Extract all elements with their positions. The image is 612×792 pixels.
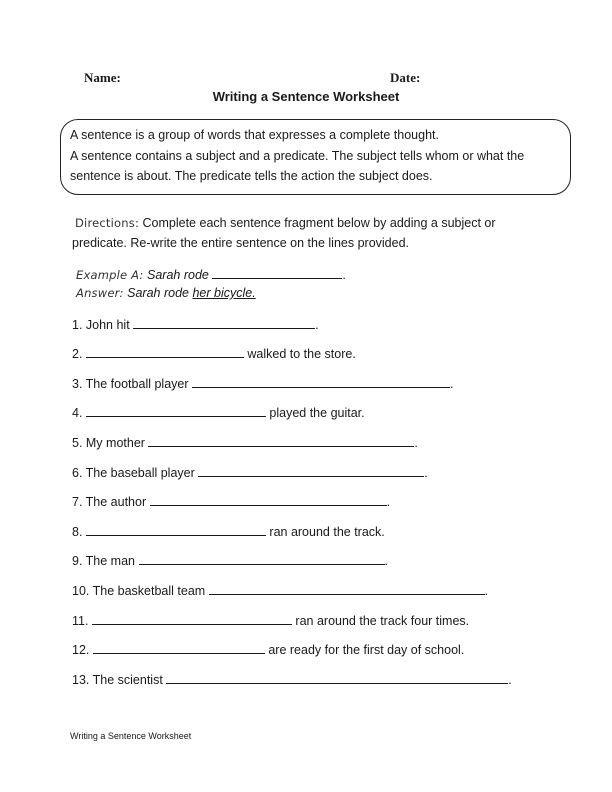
- item-6-start: 6. The baseball player: [72, 466, 195, 480]
- item-13-end: .: [508, 673, 512, 687]
- item-4-start: 4.: [72, 406, 83, 420]
- directions-line-2: predicate. Re-write the entire sentence on the lines provided.: [72, 236, 409, 250]
- item-2-start: 2.: [72, 347, 83, 361]
- item-8-start: 8.: [72, 525, 83, 539]
- item-7: [72, 493, 390, 509]
- definition-line-2: A sentence contains a subject and a predicate. The subject tells whom or what the: [70, 149, 525, 163]
- item-12: [72, 641, 464, 657]
- example-blank: [212, 266, 342, 279]
- item-11: [72, 612, 469, 628]
- answer-label: Answer:: [76, 286, 124, 300]
- answer-line: [76, 286, 256, 300]
- item-1-start: 1. John hit: [72, 318, 130, 332]
- item-8-blank[interactable]: [86, 523, 266, 536]
- item-12-end: are ready for the first day of school.: [268, 643, 465, 657]
- definition-box: [60, 119, 571, 195]
- item-9-end: .: [384, 554, 388, 568]
- directions-label: Directions:: [75, 216, 140, 230]
- item-9: [72, 552, 388, 568]
- date-label: Date:: [390, 70, 421, 85]
- item-1: [72, 316, 319, 332]
- item-13-start: 13. The scientist: [72, 673, 163, 687]
- item-6: [72, 464, 428, 480]
- page-title: Writing a Sentence Worksheet: [212, 89, 400, 104]
- item-12-start: 12.: [72, 643, 90, 657]
- definition-line-1: A sentence is a group of words that expresses a complete thought.: [70, 128, 439, 142]
- item-7-end: .: [386, 495, 391, 509]
- example-label: Example A:: [76, 268, 144, 282]
- item-9-start: 9. The man: [72, 554, 136, 568]
- item-11-end: ran around the track four times.: [295, 614, 470, 628]
- example-fragment: Sarah rode: [147, 268, 209, 282]
- item-8: [72, 523, 385, 539]
- item-1-end: .: [315, 318, 319, 332]
- definition-line-3: sentence is about. The predicate tells the action the subject does.: [70, 169, 433, 183]
- answer-prefix: Sarah rode: [127, 286, 189, 300]
- item-4-blank[interactable]: [86, 404, 266, 417]
- item-7-blank[interactable]: [150, 493, 387, 506]
- item-10-blank[interactable]: [209, 582, 485, 595]
- item-1-blank[interactable]: [133, 316, 315, 329]
- item-6-blank[interactable]: [198, 464, 424, 477]
- item-13: [72, 671, 512, 687]
- item-10-end: .: [484, 584, 489, 598]
- item-13-blank[interactable]: [166, 671, 508, 684]
- answer-completion: her bicycle.: [192, 286, 256, 300]
- item-4: [72, 404, 365, 420]
- item-2-blank[interactable]: [86, 345, 244, 358]
- item-7-start: 7. The author: [72, 495, 147, 509]
- item-4-end: played the guitar.: [269, 406, 365, 420]
- directions-text-1: Complete each sentence fragment below by adding a subject or: [142, 216, 496, 230]
- name-label: Name:: [84, 70, 121, 85]
- example-line: Example A: Sarah rode .: [76, 268, 346, 282]
- item-10: [72, 582, 488, 598]
- item-5-start: 5. My mother: [72, 436, 145, 450]
- item-11-blank[interactable]: [92, 612, 292, 625]
- footer-text: Writing a Sentence Worksheet: [70, 731, 192, 741]
- item-10-start: 10. The basketball team: [72, 584, 206, 598]
- item-3-blank[interactable]: [192, 375, 450, 388]
- item-9-blank[interactable]: [139, 552, 385, 565]
- item-2-end: walked to the store.: [247, 347, 356, 361]
- item-5-blank[interactable]: [148, 434, 414, 447]
- item-6-end: .: [424, 466, 428, 480]
- item-2: [72, 345, 356, 361]
- item-5: [72, 434, 418, 450]
- item-3: [72, 375, 453, 391]
- item-3-start: 3. The football player: [72, 377, 189, 391]
- directions-line-1: [75, 216, 496, 230]
- item-11-start: 11.: [72, 614, 89, 628]
- item-8-end: ran around the track.: [269, 525, 385, 539]
- item-3-end: .: [450, 377, 454, 391]
- item-5-end: .: [414, 436, 418, 450]
- item-12-blank[interactable]: [93, 641, 265, 654]
